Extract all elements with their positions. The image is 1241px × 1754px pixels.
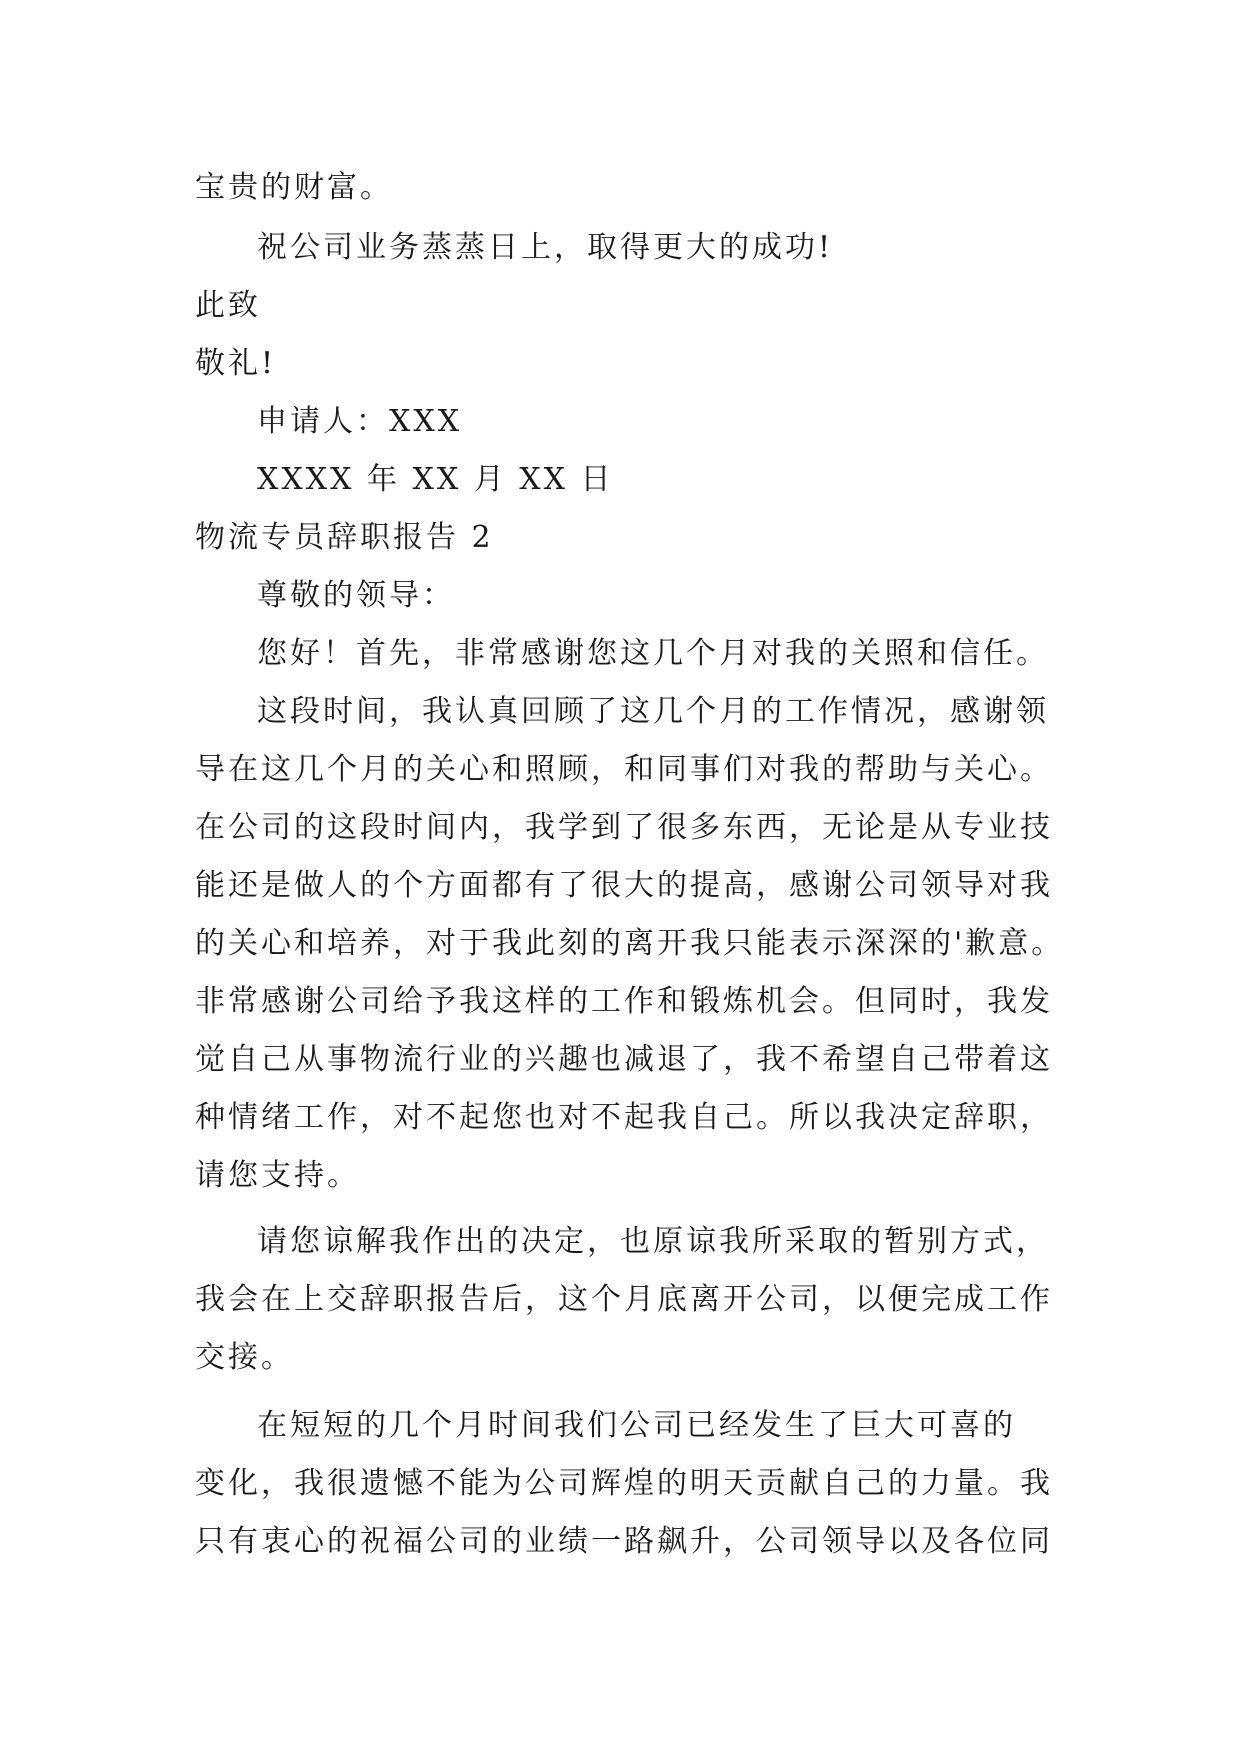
closing-regards: 敬礼! (195, 346, 277, 381)
text-line: 能还是做人的个方面都有了很大的提高，感谢公司领导对我 (195, 868, 1053, 903)
text-line: 变化，我很遗憾不能为公司辉煌的明天贡献自己的力量。我 (195, 1466, 1053, 1501)
text-line: 这段时间，我认真回顾了这几个月的工作情况，感谢领 (257, 694, 1049, 729)
applicant-line: 申请人：XXX (257, 404, 463, 439)
section-title: 物流专员辞职报告 2 (195, 520, 494, 555)
text-line: 交接。 (195, 1340, 294, 1375)
text-line: 种情绪工作，对不起您也对不起我自己。所以我决定辞职， (195, 1100, 1053, 1135)
closing-wish: 祝公司业务蒸蒸日上，取得更大的成功! (257, 230, 834, 265)
text-line: 请您谅解我作出的决定，也原谅我所采取的暂别方式， (257, 1224, 1049, 1259)
date-line: XXXX 年 XX 月 XX 日 (257, 462, 614, 497)
text-line: 觉自己从事物流行业的兴趣也减退了，我不希望自己带着这 (195, 1042, 1053, 1077)
text-line: 宝贵的财富。 (195, 170, 393, 205)
text-line: 非常感谢公司给予我这样的工作和锻炼机会。但同时，我发 (195, 984, 1053, 1019)
greeting-line: 尊敬的领导： (257, 578, 455, 613)
text-line: 的关心和培养，对于我此刻的离开我只能表示深深的'歉意。 (195, 926, 1065, 961)
text-line: 您好！首先，非常感谢您这几个月对我的关照和信任。 (257, 636, 1049, 671)
text-line: 我会在上交辞职报告后，这个月底离开公司，以便完成工作 (195, 1282, 1053, 1317)
text-line: 在公司的这段时间内，我学到了很多东西，无论是从专业技 (195, 810, 1053, 845)
text-line: 在短短的几个月时间我们公司已经发生了巨大可喜的 (257, 1408, 1016, 1443)
text-line: 导在这几个月的关心和照顾，和同事们对我的帮助与关心。 (195, 752, 1053, 787)
text-line: 只有衷心的祝福公司的业绩一路飙升，公司领导以及各位同 (195, 1524, 1053, 1559)
text-line: 请您支持。 (195, 1158, 360, 1193)
closing-salutation: 此致 (195, 288, 261, 323)
